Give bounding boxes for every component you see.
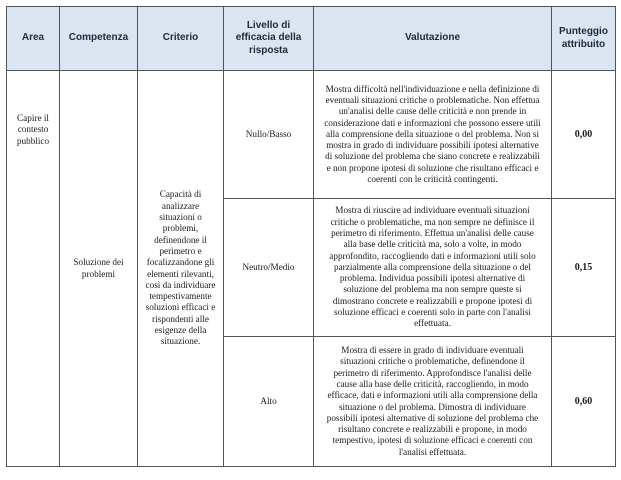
- valutazione-cell: Mostra di riuscire ad individuare eventuali situazioni critiche o problematiche, ma non sempre ne definisce il perimetro di riferimento. Effettua un'analisi delle cause alla base delle criticità ma, solo a volte, in modo approfondito, raccogliendo dati e informazioni utili solo parzialmente alla comprensione della situazione o del problema. Individua possibili ipotesi alternative di soluzione del problema ma non sempre queste si dimostrano concrete e realizzabili e propone ipotesi di soluzione efficaci e coerenti solo in parte con l'analisi effettuata.: [314, 199, 552, 337]
- header-valutazione: Valutazione: [314, 7, 552, 71]
- header-competenza: Competenza: [60, 7, 138, 71]
- table-row: [7, 71, 616, 199]
- valutazione-cell: Mostra di essere in grado di individuare eventuali situazioni critiche o problematiche, definendone il perimetro di riferimento. Approfondisce l'analisi delle cause alla base delle criticità, raccogliendo, in modo efficace, dati e informazioni utili alla comprensione della situazione o del problema. Dimostra di individuare possibili ipotesi alternative di soluzione del problema che risultano concrete e realizzabili e propone, in modo tempestivo, ipotesi di soluzione efficaci e coerenti con l'analisi effettuata.: [314, 337, 552, 467]
- punteggio-cell: 0,00: [552, 71, 616, 199]
- area-text: Capire il contesto pubblico: [16, 113, 50, 146]
- header-punteggio: Punteggio attribuito: [552, 7, 616, 71]
- header-criterio: Criterio: [138, 7, 224, 71]
- evaluation-table: [6, 6, 616, 467]
- competenza-cell: [60, 71, 138, 467]
- header-livello: Livello di efficacia della risposta: [224, 7, 314, 71]
- punteggio-cell: 0,60: [552, 337, 616, 467]
- criterio-text: Capacità di analizzare situazioni o problemi, definendone il perimetro e focalizzandone gli elementi rilevanti, così da individuare tempestivamente soluzioni efficaci e rispondenti alle esigenze della situazione.: [145, 189, 216, 347]
- header-area: Area: [7, 7, 60, 71]
- area-cell: [7, 71, 60, 467]
- criterio-cell: [138, 71, 224, 467]
- livello-cell: Neutro/Medio: [224, 199, 314, 337]
- competenza-text: Soluzione dei problemi: [73, 257, 124, 279]
- livello-cell: Alto: [224, 337, 314, 467]
- valutazione-cell: Mostra difficoltà nell'individuazione e nella definizione di eventuali situazioni critiche o problematiche. Non effettua un'analisi delle cause delle criticità e non prende in considerazione dati e informazioni che possono essere utili alla comprensione della situazione o del problema. Non si mostra in grado di individuare possibili ipotesi alternative di soluzione del problema che siano concrete e realizzabili e non propone ipotesi di soluzione che risultano efficaci e coerenti con le criticità contingenti.: [314, 71, 552, 199]
- header-row: [7, 7, 616, 71]
- livello-cell: Nullo/Basso: [224, 71, 314, 199]
- punteggio-cell: 0,15: [552, 199, 616, 337]
